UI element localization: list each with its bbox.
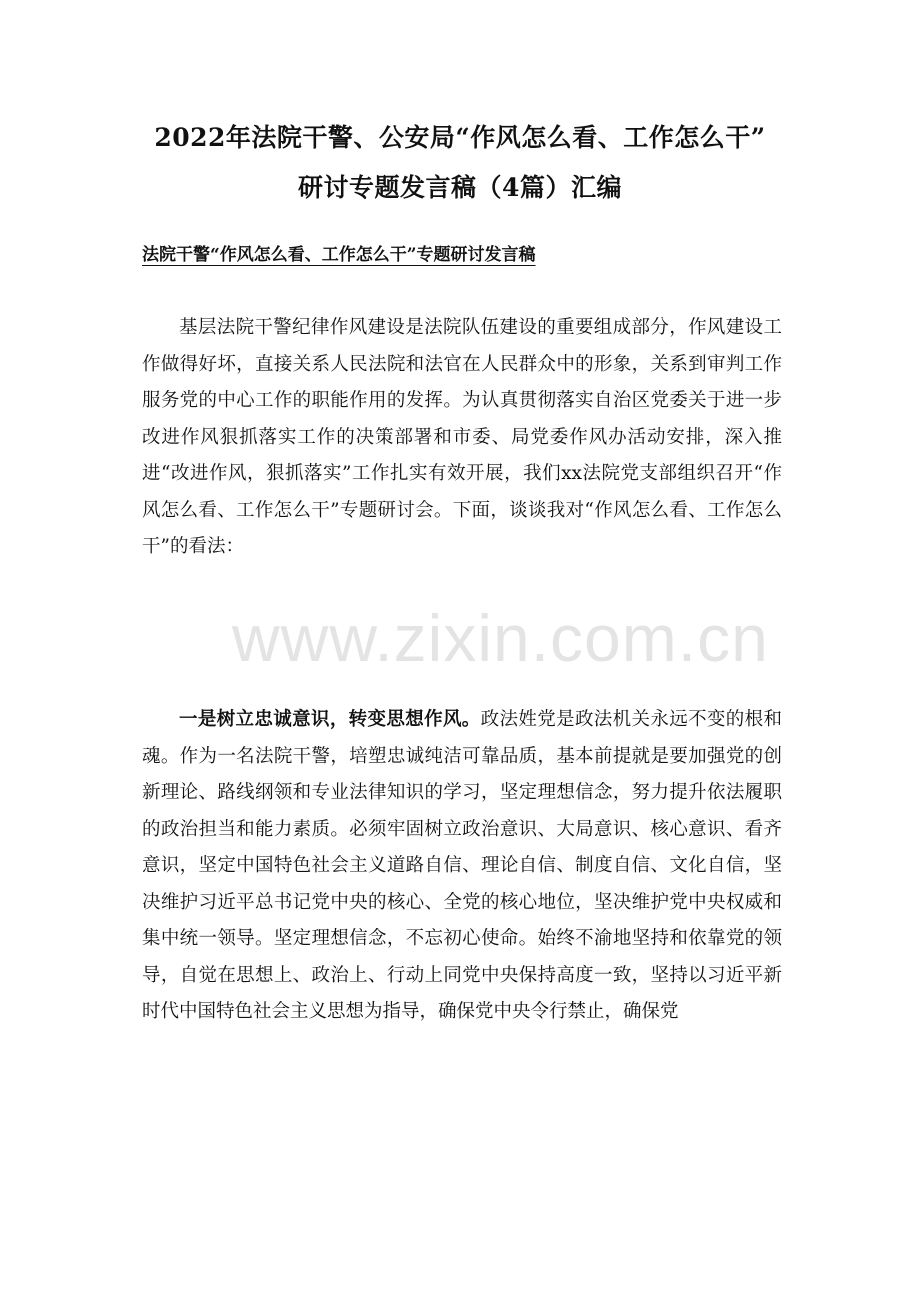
paragraph-lead: 一是树立忠诚意识，转变思想作风。 <box>179 709 481 730</box>
paragraph-body: 政法姓党是政法机关永远不变的根和魂。作为一名法院干警，培塑忠诚纯洁可靠品质，基本前提就是要加强党的创新理论、路线纲领和专业法律知识的学习，坚定理想信念，努力提升依法履职的政治担当和能力素质。必须牢固树立政治意识、大局意识、核心意识、看齐意识，坚定中国特色社会主义道路自信、理论自信、制度自信、文化自信，坚决维护习近平总书记党中央的核心、全党的核心地位，坚决维护党中央权威和集中统一领导。坚定理想信念，不忘初心使命。始终不渝地坚持和依靠党的领导，自觉在思想上、政治上、行动上同党中央保持高度一致，坚持以习近平新时代中国特色社会主义思想为指导，确保党中央令行禁止，确保党 <box>142 709 782 1022</box>
watermark: www.zixin.com.cn <box>232 601 769 675</box>
paragraph-intro: 基层法院干警纪律作风建设是法院队伍建设的重要组成部分，作风建设工作做得好坏，直接关系人民法院和法官在人民群众中的形象，关系到审判工作服务党的中心工作的职能作用的发挥。为认真贯彻落实自治区党委关于进一步改进作风狠抓落实工作的决策部署和市委、局党委作风办活动安排，深入推进“改进作风，狠抓落实”工作扎实有效开展，我们xx法院党支部组织召开“作风怎么看、工作怎么干”专题研讨会。下面，谈谈我对“作风怎么看、工作怎么干”的看法： <box>142 317 782 557</box>
document-title-line2: 研讨专题发言稿（4篇）汇编 <box>298 173 622 202</box>
paragraph-point-one <box>142 702 782 1031</box>
section-heading: 法院干警“作风怎么看、工作怎么干”专题研讨发言稿 <box>142 245 536 265</box>
document-title-line1: 2022年法院干警、公安局“作风怎么看、工作怎么干” <box>154 123 766 152</box>
